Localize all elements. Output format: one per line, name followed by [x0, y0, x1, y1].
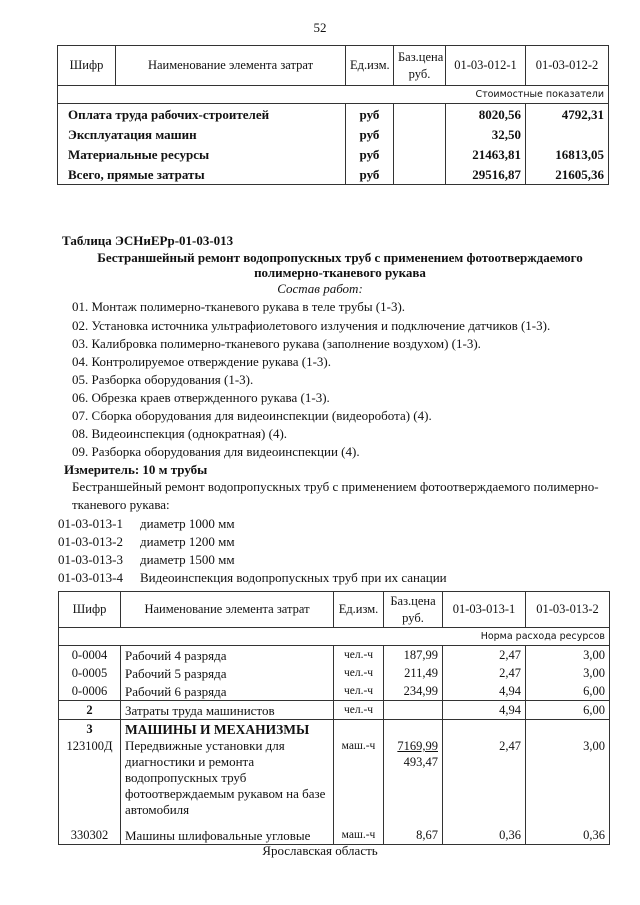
- table-row: 0-0005 Рабочий 5 разряда чел.-ч 211,49 2,47 3,00: [59, 664, 610, 682]
- work-item: 06. Обрезка краев отвержденного рукава (1-3).: [72, 390, 330, 405]
- table-row: Эксплуатация машин руб 32,50: [58, 124, 609, 144]
- work-item: 05. Разборка оборудования (1-3).: [72, 372, 254, 387]
- header-base-price: Баз.цена руб.: [394, 46, 446, 86]
- header-variant-2: 01-03-012-2: [526, 46, 609, 86]
- header-variant-1: 01-03-012-1: [446, 46, 526, 86]
- variant-item: 01-03-013-4 Видеоинспекция водопропускных труб при их санации: [58, 570, 447, 585]
- header-code: Шифр: [58, 46, 116, 86]
- table-row: 330302 Машины шлифовальные угловые маш.-ч 8,67 0,36 0,36: [59, 826, 610, 845]
- section-machines-row: 3 МАШИНЫ И МЕХАНИЗМЫ: [59, 720, 610, 739]
- cost-indicators-table: [57, 45, 609, 185]
- footer-region: Ярославская область: [262, 843, 378, 858]
- header-variant-2: 01-03-013-2: [526, 592, 610, 628]
- work-item: 09. Разборка оборудования для видеоинспекции (4).: [72, 444, 360, 459]
- header-base-price: Баз.цена руб.: [384, 592, 443, 628]
- header-code: Шифр: [59, 592, 121, 628]
- subheader-cost-indicators: Стоимостные показатели: [58, 86, 609, 104]
- variants-description: Бестраншейный ремонт водопропускных труб с применением фотоотверждаемого полимерно-тканевого рукава:: [72, 479, 599, 512]
- section-title-line-1: Бестраншейный ремонт водопропускных труб с применением фотоотверждаемого: [97, 250, 583, 265]
- resource-norms-table: [58, 591, 610, 845]
- header-name: Наименование элемента затрат: [121, 592, 334, 628]
- table-row-operators-labor: 2 Затраты труда машинистов чел.-ч 4,94 6,00: [59, 701, 610, 720]
- work-item: 03. Калибровка полимерно-тканевого рукава (заполнение воздухом) (1-3).: [72, 336, 481, 351]
- variant-item: 01-03-013-1 диаметр 1000 мм: [58, 516, 235, 531]
- header-unit: Ед.изм.: [334, 592, 384, 628]
- table-row: 0-0006 Рабочий 6 разряда чел.-ч 234,99 4,94 6,00: [59, 682, 610, 701]
- table-subheader-row: [59, 628, 610, 646]
- table-header-row: [58, 46, 609, 86]
- page-number: 52: [313, 20, 327, 35]
- header-name: Наименование элемента затрат: [116, 46, 346, 86]
- variant-item: 01-03-013-2 диаметр 1200 мм: [58, 534, 235, 549]
- work-item: 04. Контролируемое отверждение рукава (1-3).: [72, 354, 332, 369]
- work-item: 08. Видеоинспекция (однократная) (4).: [72, 426, 288, 441]
- table-subheader-row: [58, 86, 609, 104]
- table-label: Таблица ЭСНиЕРр-01-03-013: [62, 233, 234, 248]
- variant-item: 01-03-013-3 диаметр 1500 мм: [58, 552, 235, 567]
- table-row: 0-0004 Рабочий 4 разряда чел.-ч 187,99 2,47 3,00: [59, 646, 610, 665]
- section-title-line-2: полимерно-тканевого рукава: [254, 265, 426, 280]
- base-price: 7169,99: [397, 739, 438, 753]
- work-item: 07. Сборка оборудования для видеоинспекции (видеоробота) (4).: [72, 408, 432, 423]
- header-variant-1: 01-03-013-1: [443, 592, 526, 628]
- works-heading: Состав работ:: [277, 281, 363, 296]
- table-row: Оплата труда рабочих-строителей руб 8020,56 4792,31: [58, 104, 609, 125]
- subheader-resource-norms: Норма расхода ресурсов: [59, 628, 610, 646]
- table-row: Материальные ресурсы руб 21463,81 16813,05: [58, 144, 609, 164]
- table-row-total: Всего, прямые затраты руб 29516,87 21605,36: [58, 164, 609, 185]
- meter-label: Измеритель: 10 м трубы: [64, 462, 208, 477]
- base-price-operator: 493,47: [403, 755, 438, 769]
- table-row: 123100Д Передвижные установки для диагностики и ремонта водопропускных труб фотоотверждаемым рукавом на базе автомобиля маш.-ч 7169,99 493,47 2,47 3,00: [59, 738, 610, 826]
- work-item: 02. Установка источника ультрафиолетового излучения и подключение датчиков (1-3).: [72, 318, 551, 333]
- header-unit: Ед.изм.: [346, 46, 394, 86]
- work-item: 01. Монтаж полимерно-тканевого рукава в теле трубы (1-3).: [72, 299, 406, 314]
- table-header-row: [59, 592, 610, 628]
